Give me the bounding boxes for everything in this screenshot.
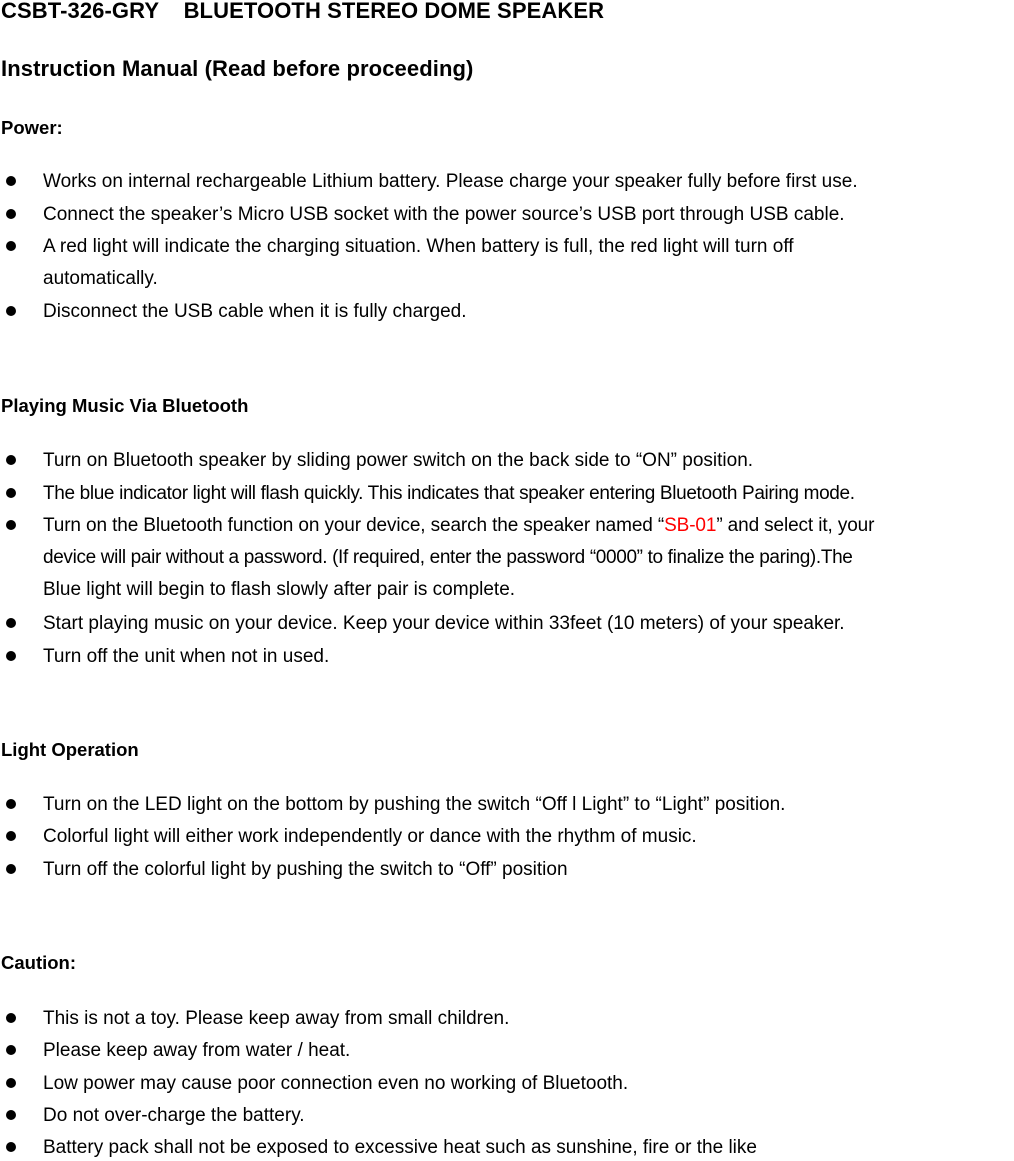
light-item-3: Turn off the colorful light by pushing the switch to “Off” position [43, 859, 568, 880]
bluetooth-heading: Playing Music Via Bluetooth [1, 395, 249, 416]
power-item-1: Works on internal rechargeable Lithium battery. Please charge your speaker fully before first use. [43, 171, 858, 192]
caution-heading: Caution: [1, 952, 77, 973]
bullet-icon [6, 618, 16, 628]
bullet-icon [6, 209, 16, 219]
bluetooth-item-4: Start playing music on your device. Keep your device within 33feet (10 meters) of your speaker. [43, 613, 845, 634]
light-item-1: Turn on the LED light on the bottom by pushing the switch “Off l Light” to “Light” position. [43, 794, 786, 815]
model-number: CSBT-326-GRY [1, 0, 159, 23]
power-item-2: Connect the speaker’s Micro USB socket with the power source’s USB port through USB cable. [43, 204, 845, 225]
manual-title [1, 0, 604, 24]
light-heading: Light Operation [1, 739, 139, 760]
caution-item-2: Please keep away from water / heat. [43, 1040, 351, 1061]
bullet-icon [6, 488, 16, 498]
caution-item-4: Do not over-charge the battery. [43, 1105, 305, 1126]
speaker-name: SB-01 [664, 515, 717, 536]
bullet-icon [6, 1110, 16, 1120]
bluetooth-item-3 [43, 515, 874, 537]
bullet-icon [6, 651, 16, 661]
bullet-icon [6, 306, 16, 316]
bullet-icon [6, 520, 16, 530]
bullet-icon [6, 176, 16, 186]
caution-item-1: This is not a toy. Please keep away from small children. [43, 1008, 510, 1029]
bullet-icon [6, 1078, 16, 1088]
bullet-icon [6, 864, 16, 874]
bluetooth-item-1: Turn on Bluetooth speaker by sliding power switch on the back side to “ON” position. [43, 450, 754, 471]
bullet-icon [6, 831, 16, 841]
product-name: BLUETOOTH STEREO DOME SPEAKER [183, 0, 605, 23]
title-gap [159, 0, 184, 23]
bullet-icon [6, 1045, 16, 1055]
bluetooth-item-5: Turn off the unit when not in used. [43, 646, 330, 667]
caution-item-5: Battery pack shall not be exposed to excessive heat such as sunshine, fire or the like [43, 1137, 757, 1158]
bluetooth-item-3-continued-2: Blue light will begin to flash slowly after pair is complete. [43, 579, 516, 600]
bullet-icon [6, 1142, 16, 1152]
light-item-2: Colorful light will either work independently or dance with the rhythm of music. [43, 826, 697, 847]
manual-subtitle: Instruction Manual (Read before proceeding) [1, 56, 474, 81]
power-item-3-continued: automatically. [43, 268, 158, 289]
bullet-icon [6, 1013, 16, 1023]
bluetooth-item-3-continued: device will pair without a password. (If required, enter the password “0000” to finalize the paring).The [43, 547, 853, 568]
bluetooth-item-3-tail: ” and select it, your [716, 515, 875, 536]
bullet-icon [6, 455, 16, 465]
caution-item-3: Low power may cause poor connection even no working of Bluetooth. [43, 1073, 629, 1094]
power-item-3: A red light will indicate the charging situation. When battery is full, the red light will turn off [43, 236, 794, 257]
bluetooth-item-3-text: Turn on the Bluetooth function on your device, search the speaker named “ [43, 515, 665, 536]
bullet-icon [6, 241, 16, 251]
bluetooth-item-2: The blue indicator light will flash quickly. This indicates that speaker entering Bluetooth Pairing mode. [43, 483, 855, 504]
bullet-icon [6, 799, 16, 809]
power-heading: Power: [1, 117, 63, 138]
power-item-4: Disconnect the USB cable when it is fully charged. [43, 301, 467, 322]
